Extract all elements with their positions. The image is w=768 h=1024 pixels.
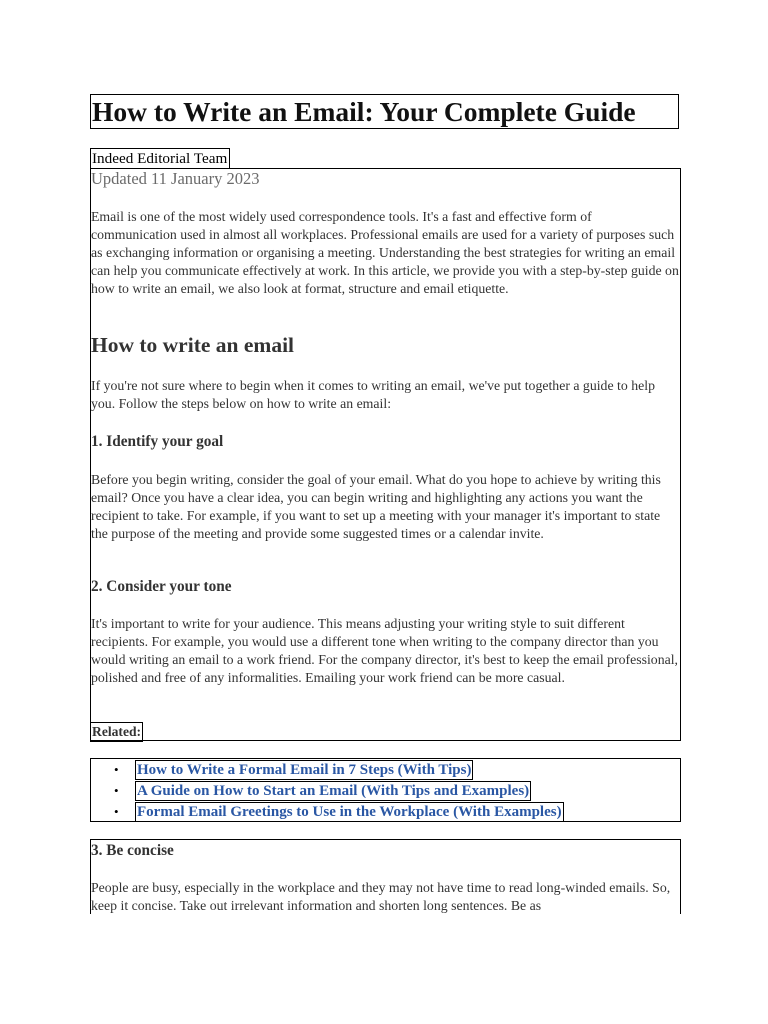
step3-paragraph: People are busy, especially in the workplace and they may not have time to read long-winded emails. So, keep it concise. Take out irrelevant information and shorten long sentences. Be as bbox=[91, 880, 671, 914]
intro-paragraph: Email is one of the most widely used correspondence tools. It's a fast and effective form of communication used in almost all workplaces. Professional emails are used for a variety of purposes such as exchanging information or organising a meeting. Understanding the best strategies for writing an email can help you communicate effectively at work. In this article, we provide you with a step-by-step guide on how to write an email, we also look at format, structure and email etiquette. bbox=[91, 209, 679, 297]
related-link-formal-email[interactable]: How to Write a Formal Email in 7 Steps (With Tips) bbox=[137, 762, 472, 778]
related-link-email-greetings[interactable]: Formal Email Greetings to Use in the Workplace (With Examples) bbox=[137, 804, 562, 820]
bullet-icon: • bbox=[114, 783, 119, 798]
article-content bbox=[90, 168, 681, 741]
related-links-list bbox=[90, 758, 681, 822]
section-intro-paragraph: If you're not sure where to begin when it comes to writing an email, we've put together a guide to help you. Follow the steps below on how to write an email: bbox=[91, 378, 655, 412]
related-link-start-email[interactable]: A Guide on How to Start an Email (With Tips and Examples) bbox=[137, 783, 530, 799]
step2-paragraph: It's important to write for your audience. This means adjusting your writing style to suit different recipients. For example, you would use a different tone when writing to the company director than you would writing an email to a work friend. For the company director, it's best to keep the email professional, polished and free of any informalities. Emailing your work friend can be more casual. bbox=[91, 616, 679, 686]
bullet-icon: • bbox=[114, 804, 119, 819]
updated-date: Updated 11 January 2023 bbox=[91, 169, 260, 188]
article-content-continued bbox=[90, 839, 681, 914]
article-title-box bbox=[90, 94, 679, 129]
step3-heading: 3. Be concise bbox=[91, 842, 174, 859]
step2-heading: 2. Consider your tone bbox=[91, 578, 232, 595]
bullet-icon: • bbox=[114, 762, 119, 777]
author-name[interactable]: Indeed Editorial Team bbox=[90, 148, 230, 168]
step1-heading: 1. Identify your goal bbox=[91, 433, 224, 450]
related-label: Related: bbox=[90, 722, 143, 742]
step1-paragraph: Before you begin writing, consider the goal of your email. What do you hope to achieve by writing this email? Once you have a clear idea, you can begin writing and highlighting any actions you want the recipient to take. For example, if you want to set up a meeting with your manager it's important to state the purpose of the meeting and provide some suggested times or a calendar invite. bbox=[91, 472, 661, 542]
article-title: How to Write an Email: Your Complete Guide bbox=[92, 96, 636, 127]
section-heading: How to write an email bbox=[91, 333, 295, 357]
